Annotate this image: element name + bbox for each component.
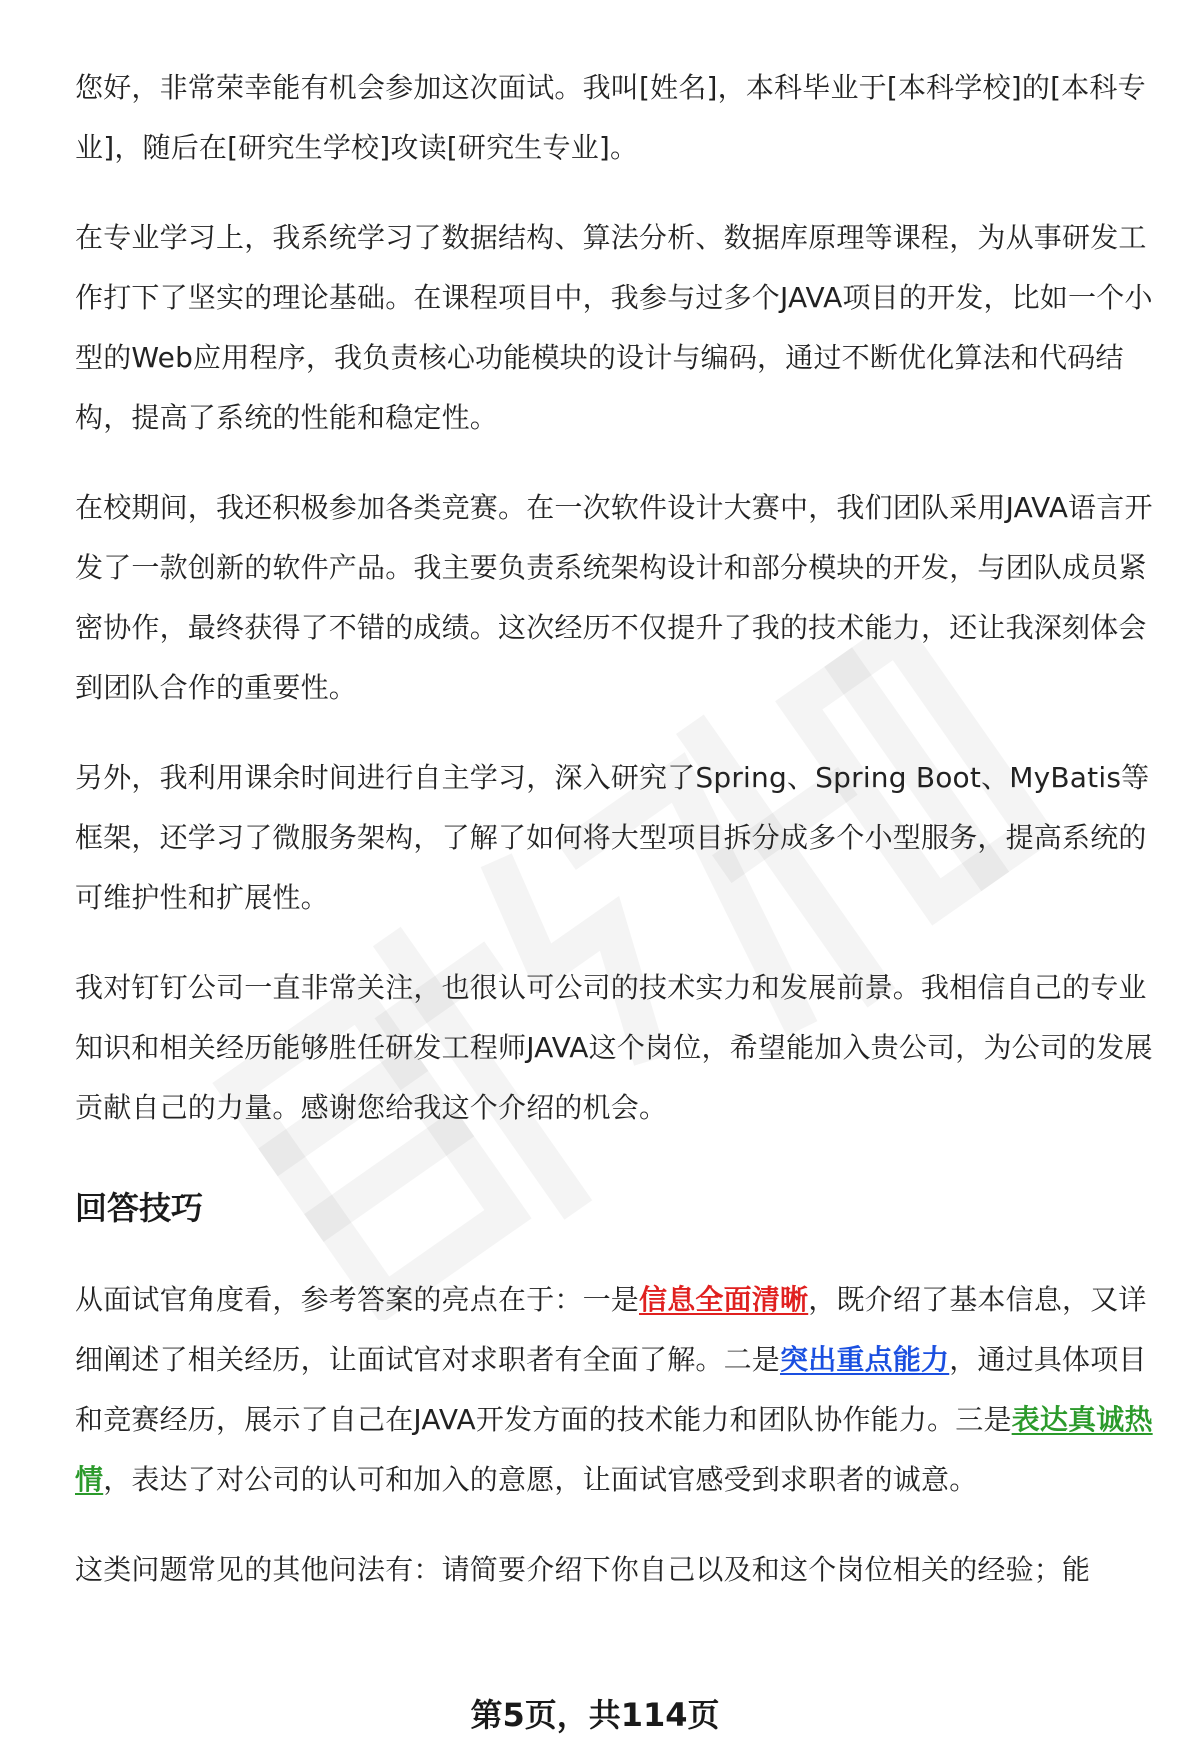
tips-text-d: ，表达了对公司的认可和加入的意愿，让面试官感受到求职者的诚意。 (103, 1463, 978, 1496)
tips-text-c: ，通过具体项目和竞赛经历，展示了自己在JAVA开发方面的技术能力和团队协作能力。三是 (75, 1343, 1147, 1436)
section-heading: 回答技巧 (75, 1189, 204, 1227)
highlight-sincere: 表达真诚热情 (75, 1403, 1153, 1496)
page-number: 第5页，共114页 (470, 1696, 720, 1734)
paragraph-5: 我对钉钉公司一直非常关注，也很认可公司的技术实力和发展前景。我相信自己的专业知识和相关经历能够胜任研发工程师JAVA这个岗位，希望能加入贵公司，为公司的发展贡献自己的力量。感谢您给我这个介绍的机会。 (75, 971, 1153, 1124)
other-questions-paragraph: 这类问题常见的其他问法有：请简要介绍下你自己以及和这个岗位相关的经验；能 (75, 1553, 1091, 1586)
paragraph-3: 在校期间，我还积极参加各类竞赛。在一次软件设计大赛中，我们团队采用JAVA语言开发了一款创新的软件产品。我主要负责系统架构设计和部分模块的开发，与团队成员紧密协作，最终获得了不错的成绩。这次经历不仅提升了我的技术能力，还让我深刻体会到团队合作的重要性。 (75, 491, 1153, 704)
tips-paragraph (75, 1270, 1165, 1510)
tips-text-b: ，既介绍了基本信息，又详细阐述了相关经历，让面试官对求职者有全面了解。二是 (75, 1283, 1147, 1376)
content-area (75, 58, 1165, 1630)
tips-text-a: 从面试官角度看，参考答案的亮点在于：一是 (75, 1283, 640, 1316)
paragraph-4: 另外，我利用课余时间进行自主学习，深入研究了Spring、Spring Boot、MyBatis等框架，还学习了微服务架构，了解了如何将大型项目拆分成多个小型服务，提高系统的可维护性和扩展性。 (75, 761, 1150, 914)
paragraph-1: 您好，非常荣幸能有机会参加这次面试。我叫[姓名]，本科毕业于[本科学校]的[本科专业]，随后在[研究生学校]攻读[研究生专业]。 (75, 71, 1146, 164)
paragraph-2: 在专业学习上，我系统学习了数据结构、算法分析、数据库原理等课程，为从事研发工作打下了坚实的理论基础。在课程项目中，我参与过多个JAVA项目的开发，比如一个小型的Web应用程序，我负责核心功能模块的设计与编码，通过不断优化算法和代码结构，提高了系统的性能和稳定性。 (75, 221, 1153, 434)
highlight-info-complete: 信息全面清晰 (639, 1283, 809, 1316)
highlight-key-ability: 突出重点能力 (780, 1343, 950, 1376)
